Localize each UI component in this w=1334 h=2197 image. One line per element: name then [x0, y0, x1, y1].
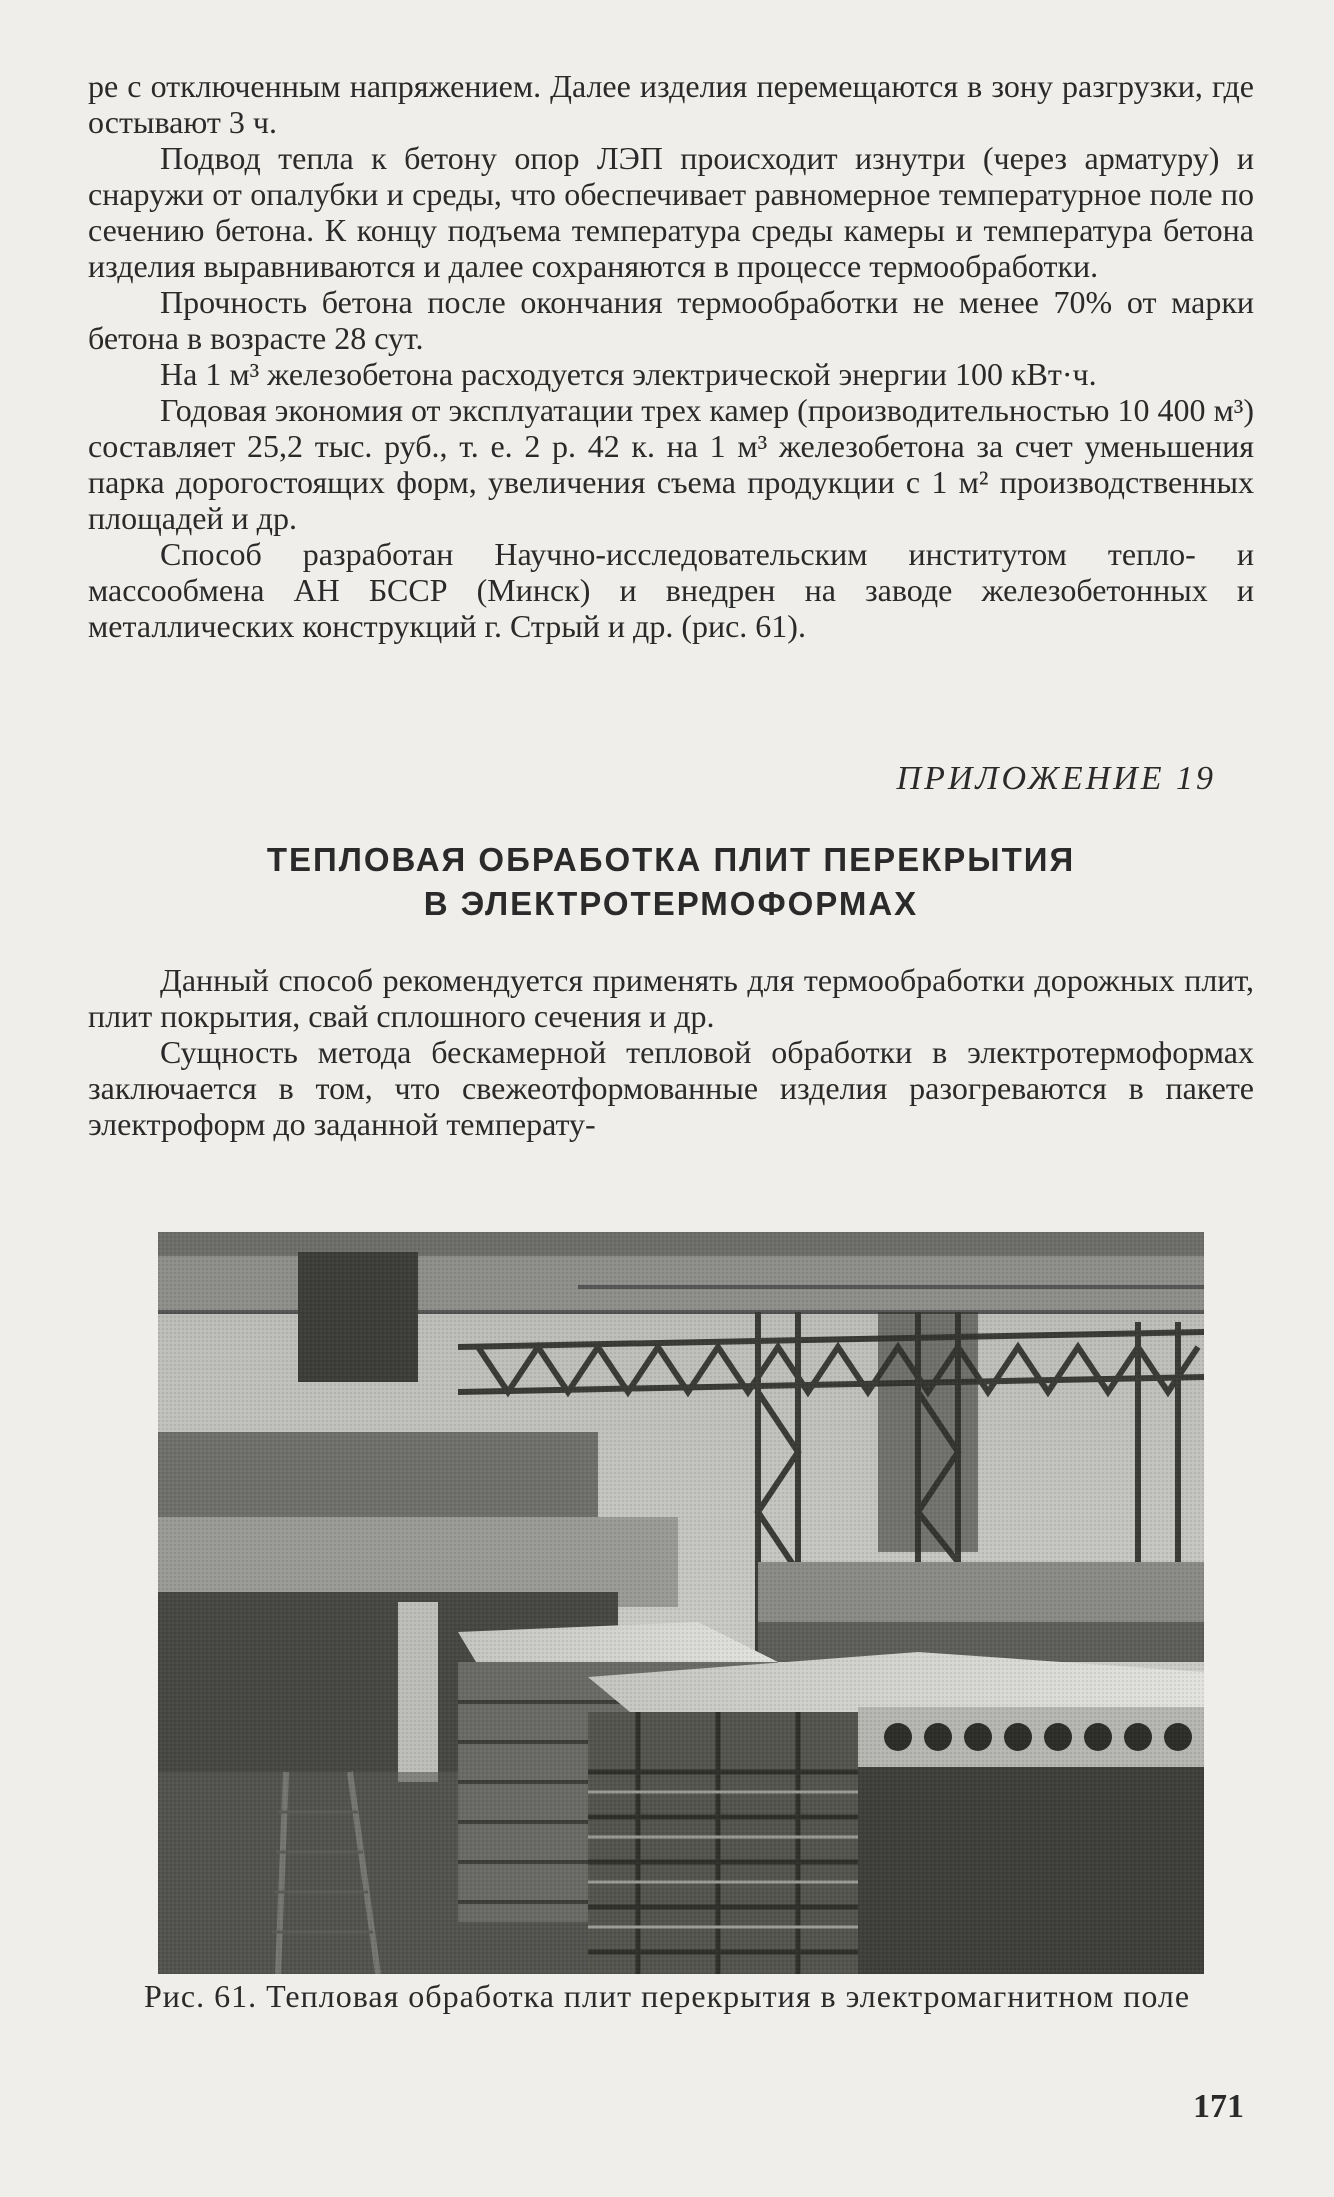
- paragraph: Годовая экономия от эксплуатации трех камер (производительностью 10 400 м³) составляет 25,2 тыс. руб., т. е. 2 р. 42 к. на 1 м³ железобетона за счет уменьшения парка дорогостоящих форм, увеличения съема продукции с 1 м² производственных площадей и др.: [88, 392, 1254, 536]
- factory-photo-illustration: [158, 1232, 1204, 1974]
- appendix-label: ПРИЛОЖЕНИЕ 19: [896, 760, 1216, 797]
- body-text-top: [88, 68, 1254, 644]
- paragraph: Сущность метода бескамерной тепловой обработки в электротермоформах заключается в том, что свежеотформованные изделия разогреваются в пакете электроформ до заданной температу-: [88, 1034, 1254, 1142]
- paragraph: Прочность бетона после окончания термообработки не менее 70% от марки бетона в возрасте 28 сут.: [88, 284, 1254, 356]
- body-text-bottom: [88, 962, 1254, 1142]
- paragraph: Способ разработан Научно-исследовательским институтом тепло- и массообмена АН БССР (Минск) и внедрен на заводе железобетонных и металлических конструкций г. Стрый и др. (рис. 61).: [88, 536, 1254, 644]
- paragraph: Подвод тепла к бетону опор ЛЭП происходит изнутри (через арматуру) и снаружи от опалубки и среды, что обеспечивает равномерное температурное поле по сечению бетона. К концу подъема температура среды камеры и температура бетона изделия выравниваются и далее сохраняются в процессе термообработки.: [88, 140, 1254, 284]
- section-heading: [88, 838, 1254, 926]
- figure-photo: [158, 1232, 1204, 1974]
- paragraph: Данный способ рекомендуется применять для термообработки дорожных плит, плит покрытия, свай сплошного сечения и др.: [88, 962, 1254, 1034]
- heading-line: В ЭЛЕКТРОТЕРМОФОРМАХ: [423, 885, 919, 922]
- paragraph: ре с отключенным напряжением. Далее изделия перемещаются в зону разгрузки, где остывают 3 ч.: [88, 68, 1254, 140]
- figure-caption: Рис. 61. Тепловая обработка плит перекрытия в электромагнитном поле: [143, 1978, 1191, 2014]
- heading-line: ТЕПЛОВАЯ ОБРАБОТКА ПЛИТ ПЕРЕКРЫТИЯ: [266, 841, 1076, 878]
- paragraph: На 1 м³ железобетона расходуется электрической энергии 100 кВт·ч.: [160, 356, 1097, 392]
- page-number: 171: [1193, 2088, 1244, 2125]
